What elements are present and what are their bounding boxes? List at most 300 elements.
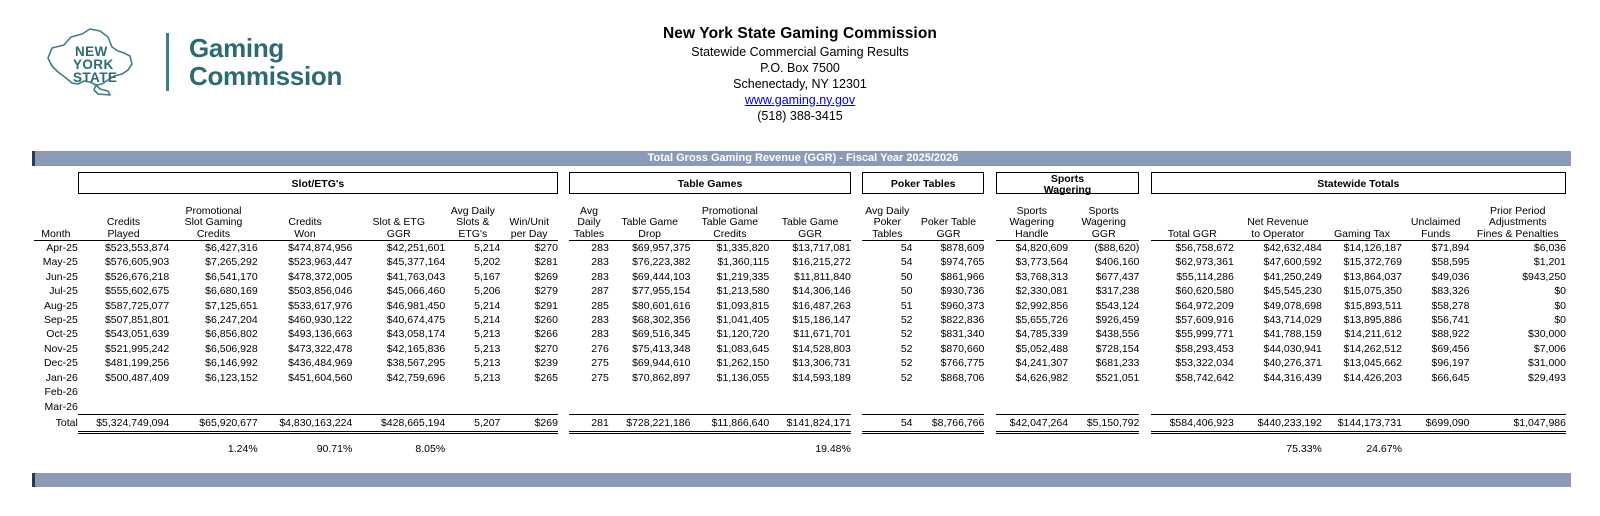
total-promotional-slot-credits: $65,920,677 xyxy=(169,414,258,432)
column-gap xyxy=(558,371,569,385)
total-sports-wagering-handle: $42,047,264 xyxy=(996,414,1068,432)
cell-net-revenue-to-operator: $49,078,698 xyxy=(1263,299,1322,312)
cell-table-game-drop: $69,957,375 xyxy=(632,242,691,254)
cell-avg-daily-tables: 285 xyxy=(591,299,609,312)
table-body xyxy=(34,241,1566,415)
cell-avg-daily-slots: 5,202 xyxy=(474,256,501,269)
cell-poker-table-ggr: $766,775 xyxy=(940,357,985,370)
column-gap xyxy=(1139,327,1150,341)
row-month: Jan-26 xyxy=(45,371,78,384)
city-state-zip-line: Schenectady, NY 12301 xyxy=(733,76,867,91)
po-box-line: P.O. Box 7500 xyxy=(760,60,840,75)
cell-gaming-tax: $14,426,203 xyxy=(1343,371,1402,384)
cell-sports-wagering-handle xyxy=(996,399,1068,414)
total-poker-table-ggr: $8,766,766 xyxy=(913,414,985,432)
cell-total-ggr: $55,999,771 xyxy=(1175,328,1234,341)
cell-win-unit-per-day: $270 xyxy=(534,242,558,254)
cell-slot-etg-ggr: $38,567,295 xyxy=(386,357,446,370)
cell-prior-period-adjustments: $1,201 xyxy=(1533,256,1566,269)
cell-table-game-drop: $80,601,616 xyxy=(632,299,691,312)
cell-credits-played: $507,851,801 xyxy=(104,314,170,327)
cell-net-revenue-to-operator: $44,030,941 xyxy=(1263,342,1322,355)
agency-name: New York State Gaming Commission xyxy=(663,25,937,42)
cell-total-ggr xyxy=(1151,399,1234,414)
cell-total-ggr: $58,742,642 xyxy=(1175,371,1234,384)
agency-phone: (518) 388-3415 xyxy=(757,108,843,123)
column-gap xyxy=(851,385,862,399)
column-gap xyxy=(558,299,569,313)
total-promotional-table-credits: $11,866,640 xyxy=(690,414,769,432)
cell-promotional-table-credits xyxy=(690,399,769,414)
cell-slot-etg-ggr: $42,251,601 xyxy=(386,242,446,254)
column-gap xyxy=(1139,356,1150,370)
cell-avg-daily-slots: 5,213 xyxy=(474,342,501,355)
cell-avg-daily-tables: 283 xyxy=(591,270,609,283)
cell-prior-period-adjustments: $31,000 xyxy=(1528,357,1566,370)
table-row xyxy=(34,241,1566,256)
col-sports-wagering-handle: Sports Wagering Handle xyxy=(996,194,1068,241)
cell-sports-wagering-handle xyxy=(996,385,1068,399)
cell-table-game-drop: $75,413,348 xyxy=(632,342,691,355)
column-gap xyxy=(851,342,862,356)
cell-promotional-slot-credits: $6,506,928 xyxy=(205,342,258,355)
cell-unclaimed-funds: $58,595 xyxy=(1431,256,1470,269)
column-gap xyxy=(851,371,862,385)
cell-promotional-table-credits: $1,213,580 xyxy=(716,285,770,298)
cell-gaming-tax: $13,864,037 xyxy=(1343,270,1402,283)
cell-slot-etg-ggr: $42,759,696 xyxy=(386,371,446,384)
cell-table-game-ggr: $14,528,803 xyxy=(792,342,851,355)
cell-credits-played: $555,602,675 xyxy=(104,285,170,298)
cell-avg-daily-poker-tables xyxy=(862,385,912,399)
cell-promotional-slot-credits: $7,265,292 xyxy=(205,256,258,269)
cell-table-game-ggr: $11,671,701 xyxy=(793,328,851,341)
cell-sports-wagering-ggr: $543,124 xyxy=(1095,299,1140,312)
agency-address-block xyxy=(0,24,1600,124)
report-header xyxy=(0,0,1600,130)
cell-promotional-table-credits: $1,335,820 xyxy=(716,242,770,254)
cell-sports-wagering-handle: $4,785,339 xyxy=(1015,328,1069,341)
cell-credits-won: $474,874,956 xyxy=(288,242,353,254)
cell-sports-wagering-ggr: $406,160 xyxy=(1095,256,1140,269)
column-gap xyxy=(558,313,569,327)
cell-unclaimed-funds: $58,278 xyxy=(1431,299,1470,312)
cell-unclaimed-funds xyxy=(1402,385,1470,399)
cell-win-unit-per-day: $260 xyxy=(534,314,558,327)
cell-avg-daily-slots: 5,206 xyxy=(474,285,501,298)
cell-net-revenue-to-operator: $40,276,371 xyxy=(1263,357,1322,370)
cell-gaming-tax: $15,893,511 xyxy=(1344,299,1402,312)
cell-slot-etg-ggr: $42,165,836 xyxy=(386,342,446,355)
table-row xyxy=(34,255,1566,269)
agency-website-link[interactable]: www.gaming.ny.gov xyxy=(744,92,856,107)
gaming-results-table xyxy=(34,172,1566,464)
cell-prior-period-adjustments: $0 xyxy=(1554,285,1566,298)
cell-slot-etg-ggr xyxy=(352,399,445,414)
cell-prior-period-adjustments: $7,006 xyxy=(1533,342,1566,355)
cell-table-game-ggr: $13,717,081 xyxy=(792,242,851,254)
col-table-game-ggr: Table Game GGR xyxy=(769,194,851,241)
table-row xyxy=(34,284,1566,298)
cell-total-ggr: $58,293,453 xyxy=(1175,342,1234,355)
cell-poker-table-ggr xyxy=(913,385,985,399)
column-gap xyxy=(984,270,995,284)
totals-row xyxy=(34,414,1566,432)
total-label: Total xyxy=(55,417,78,430)
cell-avg-daily-poker-tables: 50 xyxy=(900,270,913,283)
column-gap xyxy=(1139,284,1150,298)
table-row xyxy=(34,299,1566,313)
cell-avg-daily-poker-tables: 54 xyxy=(900,256,913,269)
column-gap xyxy=(558,327,569,341)
cell-net-revenue-to-operator xyxy=(1234,385,1322,399)
cell-sports-wagering-ggr: ($88,620) xyxy=(1094,242,1140,254)
cell-table-game-ggr: $16,215,272 xyxy=(792,256,851,269)
cell-avg-daily-slots: 5,214 xyxy=(474,299,501,312)
cell-unclaimed-funds xyxy=(1402,399,1470,414)
cell-unclaimed-funds: $69,456 xyxy=(1431,342,1470,355)
logo-york-text: YORK xyxy=(73,57,114,72)
col-credits-played: Credits Played xyxy=(78,194,169,241)
cell-promotional-table-credits: $1,219,335 xyxy=(716,270,770,283)
cell-table-game-ggr xyxy=(769,385,851,399)
cell-prior-period-adjustments xyxy=(1469,385,1566,399)
cell-credits-won: $493,136,663 xyxy=(288,328,353,341)
table-row xyxy=(34,399,1566,414)
cell-avg-daily-poker-tables: 52 xyxy=(900,328,913,341)
col-prior-period-adjustments: Prior Period Adjustments Fines & Penalties xyxy=(1469,194,1566,241)
column-gap xyxy=(558,255,569,269)
report-subtitle: Statewide Commercial Gaming Results xyxy=(691,44,909,59)
cell-avg-daily-slots: 5,213 xyxy=(474,371,501,384)
column-gap xyxy=(984,342,995,356)
cell-gaming-tax: $15,075,350 xyxy=(1343,285,1402,298)
row-month: Dec-25 xyxy=(43,357,78,370)
cell-avg-daily-tables: 283 xyxy=(591,256,609,269)
cell-win-unit-per-day: $279 xyxy=(534,285,558,298)
group-table-games: Table Games xyxy=(569,172,851,194)
cell-prior-period-adjustments: $943,250 xyxy=(1522,270,1566,283)
total-net-revenue: $440,233,192 xyxy=(1234,414,1322,432)
cell-poker-table-ggr: $878,609 xyxy=(940,242,985,254)
cell-table-game-ggr: $13,306,731 xyxy=(792,357,851,370)
cell-promotional-table-credits: $1,136,055 xyxy=(716,371,770,384)
column-gap xyxy=(851,241,862,256)
column-gap xyxy=(1139,385,1150,399)
cell-promotional-slot-credits: $6,680,169 xyxy=(205,285,258,298)
column-gap xyxy=(851,299,862,313)
column-gap xyxy=(984,327,995,341)
cell-credits-played: $587,725,077 xyxy=(104,299,170,312)
col-avg-daily-poker-tables: Avg Daily Poker Tables xyxy=(862,194,912,241)
cell-sports-wagering-handle: $5,655,726 xyxy=(1015,314,1069,327)
col-promotional-table-game-credits: Promotional Table Game Credits xyxy=(690,194,769,241)
group-slot-etg: Slot/ETG's xyxy=(78,172,558,194)
table-row xyxy=(34,270,1566,284)
cell-poker-table-ggr: $861,966 xyxy=(940,270,985,283)
total-slot-etg-ggr: $428,665,194 xyxy=(352,414,445,432)
cell-avg-daily-slots: 5,213 xyxy=(474,328,501,341)
cell-avg-daily-tables: 276 xyxy=(591,342,609,355)
cell-table-game-ggr: $14,593,189 xyxy=(792,371,851,384)
total-table-game-ggr: $141,824,171 xyxy=(769,414,851,432)
total-credits-played: $5,324,749,094 xyxy=(78,414,169,432)
cell-gaming-tax: $15,372,769 xyxy=(1343,256,1402,269)
cell-avg-daily-poker-tables: 52 xyxy=(900,342,913,355)
cell-table-game-drop: $76,223,382 xyxy=(632,256,691,269)
table-row xyxy=(34,342,1566,356)
pct-table-game-ggr: 19.48% xyxy=(815,442,851,455)
logo-state-text: STATE xyxy=(73,70,118,85)
cell-avg-daily-tables: 287 xyxy=(591,285,609,298)
column-gap xyxy=(1139,299,1150,313)
row-month: Apr-25 xyxy=(46,242,78,254)
column-gap xyxy=(1139,342,1150,356)
cell-net-revenue-to-operator: $41,250,249 xyxy=(1263,270,1322,283)
col-unclaimed-funds: Unclaimed Funds xyxy=(1402,194,1470,241)
cell-promotional-slot-credits xyxy=(169,385,258,399)
cell-avg-daily-slots xyxy=(445,399,500,414)
col-slot-etg-ggr: Slot & ETG GGR xyxy=(352,194,445,241)
cell-promotional-table-credits: $1,262,150 xyxy=(716,357,770,370)
cell-poker-table-ggr: $822,836 xyxy=(940,314,985,327)
cell-slot-etg-ggr: $45,066,460 xyxy=(386,285,446,298)
row-month: Sep-25 xyxy=(43,314,78,327)
cell-unclaimed-funds: $49,036 xyxy=(1431,270,1470,283)
cell-avg-daily-tables: 275 xyxy=(591,357,609,370)
cell-slot-etg-ggr: $45,377,164 xyxy=(386,256,446,269)
total-sports-wagering-ggr: $5,150,792 xyxy=(1068,414,1139,432)
cell-table-game-ggr: $16,487,263 xyxy=(792,299,851,312)
cell-poker-table-ggr: $930,736 xyxy=(940,285,985,298)
row-month: May-25 xyxy=(42,256,78,269)
cell-prior-period-adjustments: $0 xyxy=(1554,299,1566,312)
row-month: Mar-26 xyxy=(44,400,78,413)
cell-net-revenue-to-operator: $45,545,230 xyxy=(1263,285,1322,298)
cell-promotional-table-credits: $1,041,405 xyxy=(716,314,770,327)
cell-credits-won xyxy=(258,385,353,399)
col-avg-daily-tables: Avg Daily Tables xyxy=(569,194,609,241)
col-month: Month xyxy=(34,194,78,241)
report-footer-bar xyxy=(32,473,1571,487)
column-gap xyxy=(984,255,995,269)
cell-credits-won: $460,930,122 xyxy=(288,314,353,327)
cell-sports-wagering-ggr xyxy=(1068,399,1139,414)
table-row xyxy=(34,327,1566,341)
cell-sports-wagering-handle: $4,241,307 xyxy=(1015,357,1069,370)
cell-table-game-drop xyxy=(609,385,691,399)
cell-table-game-drop: $77,955,154 xyxy=(632,285,691,298)
cell-win-unit-per-day: $270 xyxy=(534,342,558,355)
cell-total-ggr: $56,758,672 xyxy=(1175,242,1234,254)
cell-prior-period-adjustments: $30,000 xyxy=(1528,328,1566,341)
cell-avg-daily-slots: 5,167 xyxy=(474,270,501,283)
group-title-row xyxy=(34,172,1566,194)
cell-win-unit-per-day: $291 xyxy=(534,299,558,312)
pct-gaming-tax: 24.67% xyxy=(1366,442,1402,455)
cell-sports-wagering-ggr: $521,051 xyxy=(1095,371,1140,384)
group-sports-line1: Sports xyxy=(1050,173,1085,185)
cell-table-game-ggr xyxy=(769,399,851,414)
cell-sports-wagering-handle: $4,626,982 xyxy=(1015,371,1069,384)
cell-promotional-slot-credits: $6,856,802 xyxy=(205,328,258,341)
total-credits-won: $4,830,163,224 xyxy=(258,414,353,432)
cell-win-unit-per-day: $239 xyxy=(534,357,558,370)
cell-gaming-tax: $14,211,612 xyxy=(1344,328,1402,341)
cell-prior-period-adjustments xyxy=(1469,399,1566,414)
row-month: Feb-26 xyxy=(44,386,78,399)
col-total-ggr: Total GGR xyxy=(1151,194,1234,241)
cell-prior-period-adjustments: $29,493 xyxy=(1528,371,1566,384)
cell-sports-wagering-ggr xyxy=(1068,385,1139,399)
pct-credits-won: 90.71% xyxy=(316,442,353,455)
cell-slot-etg-ggr: $41,763,043 xyxy=(386,270,446,283)
cell-net-revenue-to-operator: $44,316,439 xyxy=(1263,371,1322,384)
cell-credits-played: $521,995,242 xyxy=(104,342,170,355)
cell-table-game-drop: $68,302,356 xyxy=(632,314,691,327)
cell-table-game-drop: $69,516,345 xyxy=(632,328,691,341)
cell-avg-daily-poker-tables: 52 xyxy=(900,357,913,370)
cell-credits-won: $503,856,046 xyxy=(288,285,353,298)
column-gap xyxy=(1139,270,1150,284)
cell-avg-daily-slots: 5,214 xyxy=(474,314,501,327)
column-gap xyxy=(984,241,995,256)
cell-sports-wagering-handle: $3,768,313 xyxy=(1015,270,1069,283)
column-gap xyxy=(984,385,995,399)
cell-unclaimed-funds: $66,645 xyxy=(1431,371,1470,384)
cell-promotional-slot-credits: $6,541,170 xyxy=(205,270,258,283)
cell-table-game-drop xyxy=(609,399,691,414)
total-total-ggr: $584,406,923 xyxy=(1151,414,1234,432)
cell-table-game-ggr: $15,186,147 xyxy=(792,314,851,327)
cell-avg-daily-poker-tables: 54 xyxy=(900,242,913,254)
column-gap xyxy=(984,284,995,298)
cell-avg-daily-slots: 5,214 xyxy=(474,242,501,254)
column-gap xyxy=(1139,255,1150,269)
cell-avg-daily-poker-tables: 51 xyxy=(900,299,913,312)
row-month: Nov-25 xyxy=(43,342,78,355)
logo-new-text: NEW xyxy=(75,44,108,59)
cell-promotional-table-credits xyxy=(690,385,769,399)
row-month: Aug-25 xyxy=(43,299,78,312)
cell-table-game-drop: $69,444,103 xyxy=(632,270,691,283)
column-gap xyxy=(984,399,995,414)
cell-net-revenue-to-operator xyxy=(1234,399,1322,414)
pct-net-revenue: 75.33% xyxy=(1286,442,1322,455)
cell-avg-daily-poker-tables: 52 xyxy=(900,371,913,384)
cell-credits-played: $481,199,256 xyxy=(104,357,170,370)
cell-win-unit-per-day: $269 xyxy=(534,270,558,283)
cell-total-ggr: $53,322,034 xyxy=(1175,357,1234,370)
results-table-container xyxy=(34,172,1566,464)
cell-total-ggr: $60,620,580 xyxy=(1175,285,1234,298)
table-row xyxy=(34,356,1566,370)
cell-net-revenue-to-operator: $43,714,029 xyxy=(1263,314,1322,327)
cell-credits-played xyxy=(78,399,169,414)
cell-slot-etg-ggr: $40,674,475 xyxy=(386,314,446,327)
cell-poker-table-ggr: $831,340 xyxy=(940,328,985,341)
cell-sports-wagering-handle: $3,773,564 xyxy=(1015,256,1069,269)
column-gap xyxy=(851,399,862,414)
cell-sports-wagering-handle: $2,992,856 xyxy=(1015,299,1069,312)
cell-promotional-slot-credits: $6,247,204 xyxy=(205,314,258,327)
cell-credits-played: $523,553,874 xyxy=(104,242,170,254)
cell-avg-daily-poker-tables xyxy=(862,399,912,414)
cell-sports-wagering-ggr: $728,154 xyxy=(1095,342,1140,355)
column-gap xyxy=(558,356,569,370)
cell-unclaimed-funds: $83,326 xyxy=(1431,285,1470,298)
pct-slot-etg-ggr: 8.05% xyxy=(415,442,446,455)
column-gap xyxy=(1139,241,1150,256)
cell-poker-table-ggr: $974,765 xyxy=(940,256,985,269)
group-statewide-totals: Statewide Totals xyxy=(1151,172,1566,194)
cell-unclaimed-funds: $71,894 xyxy=(1431,242,1470,254)
total-avg-daily-tables: 281 xyxy=(569,414,609,432)
col-win-unit-per-day: Win/Unit per Day xyxy=(500,194,558,241)
group-poker-tables: Poker Tables xyxy=(862,172,984,194)
cell-net-revenue-to-operator: $41,788,159 xyxy=(1263,328,1322,341)
column-gap xyxy=(851,255,862,269)
cell-gaming-tax: $14,126,187 xyxy=(1343,242,1402,254)
cell-net-revenue-to-operator: $42,632,484 xyxy=(1263,242,1322,254)
cell-sports-wagering-ggr: $681,233 xyxy=(1095,357,1140,370)
logo-commission-text: Commission xyxy=(189,61,343,91)
column-gap xyxy=(851,313,862,327)
column-gap xyxy=(984,356,995,370)
column-gap xyxy=(851,327,862,341)
pct-promotional-slot-credits: 1.24% xyxy=(227,442,258,455)
cell-avg-daily-slots xyxy=(445,385,500,399)
total-win-unit-per-day: $269 xyxy=(500,414,558,432)
group-sports-line2: Wagering xyxy=(1043,184,1092,196)
table-row xyxy=(34,385,1566,399)
cell-promotional-slot-credits: $6,146,992 xyxy=(205,357,258,370)
cell-avg-daily-tables: 283 xyxy=(591,314,609,327)
cell-poker-table-ggr: $960,373 xyxy=(940,299,985,312)
cell-credits-won: $478,372,005 xyxy=(288,270,353,283)
cell-net-revenue-to-operator: $47,600,592 xyxy=(1263,256,1322,269)
cell-avg-daily-tables xyxy=(569,399,609,414)
cell-credits-won: $473,322,478 xyxy=(288,342,353,355)
column-gap xyxy=(1139,371,1150,385)
cell-credits-played: $543,051,639 xyxy=(104,328,170,341)
row-month: Jul-25 xyxy=(49,285,78,298)
cell-prior-period-adjustments: $0 xyxy=(1554,314,1566,327)
col-avg-daily-slots-etgs: Avg Daily Slots & ETG's xyxy=(445,194,500,241)
cell-promotional-slot-credits: $6,427,316 xyxy=(205,242,258,254)
cell-slot-etg-ggr: $46,981,450 xyxy=(386,299,446,312)
cell-table-game-ggr: $11,811,840 xyxy=(794,270,851,283)
logo-gaming-text: Gaming xyxy=(189,32,284,63)
col-net-revenue-to-operator: Net Revenue to Operator xyxy=(1234,194,1322,241)
column-gap xyxy=(984,299,995,313)
cell-unclaimed-funds: $56,741 xyxy=(1431,314,1470,327)
cell-avg-daily-poker-tables: 52 xyxy=(900,314,913,327)
total-unclaimed-funds: $699,090 xyxy=(1402,414,1470,432)
total-prior-period: $1,047,986 xyxy=(1469,414,1566,432)
cell-credits-played xyxy=(78,385,169,399)
cell-table-game-ggr: $14,306,146 xyxy=(792,285,851,298)
cell-sports-wagering-handle: $2,330,081 xyxy=(1015,285,1069,298)
col-credits-won: Credits Won xyxy=(258,194,353,241)
col-gaming-tax: Gaming Tax xyxy=(1322,194,1402,241)
cell-gaming-tax xyxy=(1322,385,1402,399)
cell-credits-played: $500,487,409 xyxy=(104,371,170,384)
col-promotional-slot-gaming-credits: Promotional Slot Gaming Credits xyxy=(169,194,258,241)
cell-win-unit-per-day xyxy=(500,399,558,414)
column-gap xyxy=(851,284,862,298)
cell-slot-etg-ggr: $43,058,174 xyxy=(386,328,446,341)
